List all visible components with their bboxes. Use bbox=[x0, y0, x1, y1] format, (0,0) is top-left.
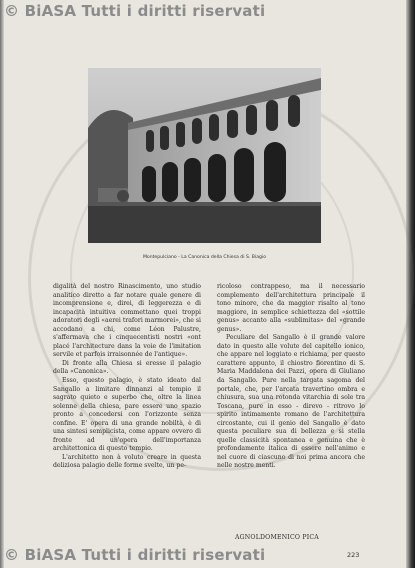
building-photo bbox=[88, 68, 321, 243]
paragraph: digalità del nostro Rinascimento, uno studio analitico diretto a far notare quale genere di incomprensione e, direi, di leggerezza e di incapacità intuitiva commettano quei troppi adoratori degli «aerei trafori marmorei», che si accodano a chi, come Léon Palustre, s'affermava che i cinquecentisti nostri «ont placé l'architecture dans la voie de l'imitation servile et parfois irraisonnée de l'antique». bbox=[53, 283, 201, 359]
article-left-column bbox=[53, 283, 201, 471]
author-signature: AGNOLDOMENICO PICA bbox=[235, 534, 319, 541]
photo-caption: Montepulciano - La Canonica della Chiesa di S. Biagio bbox=[142, 255, 267, 260]
paragraph: ricoloso contrappeso, ma il necessario complemento dell'architettura principale il tono minore, che da maggior risalto al tono maggiore, in semplice schiettezza del «sottile genus» accanto alla «sublimitas» del «grande genus». bbox=[217, 283, 365, 333]
article-right-column bbox=[217, 283, 365, 471]
paragraph: Esso, questo palagio, è stato ideato dal Sangallo a limitare dinnanzi al tempio il sagrato quieto e superbo che, oltre la linea solenne della chiesa, pare essere uno spazio pronto a concedersi con l'orizzonte senza confine. E' opera di una grande nobiltà, è di una sintesi semplicista, come appare ovvero di fronte ad un'opera dell'importanza architettonica di questo tempio. bbox=[53, 377, 201, 453]
watermark-bottom: © BiASA Tutti i diritti riservati bbox=[4, 546, 266, 564]
page-left-edge bbox=[0, 0, 4, 568]
paragraph: Peculiare del Sangallo è il grande valore dato in questo alle volute del capitello ionico, che appare nel loggiato e richiama, per questo carattere appunto, il chiostro fiorentino di S. Maria Maddalena dei Pazzi, opera di Giuliano da Sangallo. Pure nella targata sagoma del portale, che, per l'arcata travertino ombra e chiusura, sua una rotonda vitarchia di sole tra Toscana, pure in esso - direvo - ritrovo lo spirito intimamente romano de l'architettura circostante, cui il genio del Sangallo è dato questa peculiare sua di bellezza e si stella quelle classicità spontanea e genuina che è profondamente italica di essere nell'animo e nel cuore di ciascuno di noi prima ancora che nelle nostre menti. bbox=[217, 334, 365, 470]
page-number: 223 bbox=[347, 551, 360, 559]
paragraph: L'architetto non à voluto creare in questa deliziosa palagio delle forme svelte, un pe- bbox=[53, 453, 201, 470]
watermark-top: © BiASA Tutti i diritti riservati bbox=[4, 2, 266, 20]
paragraph: Di fronte alla Chiesa si eresse il palagio della «Canonica». bbox=[53, 359, 201, 376]
